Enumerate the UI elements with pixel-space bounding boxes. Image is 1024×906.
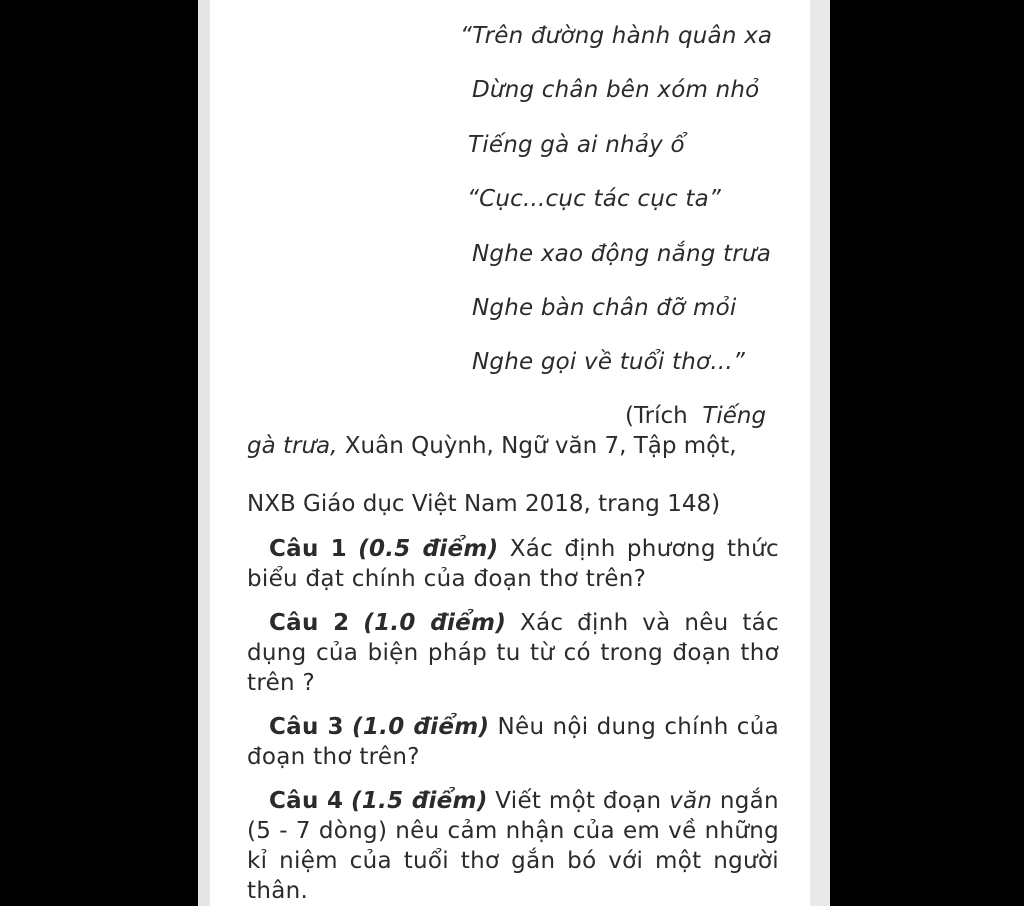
question-label: Câu 1: [269, 536, 347, 562]
question-points: (0.5 điểm): [358, 536, 499, 562]
poem-line: Nghe gọi về tuổi thơ...”: [472, 349, 745, 375]
poem-line: Nghe xao động nắng trưa: [472, 241, 771, 267]
source-publisher: NXB Giáo dục Việt Nam 2018, trang 148): [247, 491, 721, 517]
question-label: Câu 2: [269, 610, 350, 636]
source-title-cont: gà trưa,: [247, 433, 338, 459]
poem-line: “Cục...cục tác cục ta”: [467, 186, 721, 212]
question-points: (1.0 điểm): [352, 714, 490, 740]
poem-line: Nghe bàn chân đỡ mỏi: [472, 295, 737, 321]
source-details: Xuân Quỳnh, Ngữ văn 7, Tập một,: [344, 433, 737, 459]
poem-line: “Trên đường hành quân xa: [460, 23, 773, 49]
question-text: Nêu nội dung chính của đoạn thơ trên?: [247, 714, 779, 770]
source-citation-open: [625, 402, 766, 430]
poem-line: Tiếng gà ai nhảy ổ: [468, 132, 685, 158]
left-page-edge: [198, 0, 210, 906]
question-label: Câu 4: [269, 788, 344, 814]
question-3: [247, 712, 779, 772]
source-title: Tiếng: [702, 403, 767, 429]
question-1: [247, 534, 779, 594]
question-points: (1.0 điểm): [363, 610, 507, 636]
right-page-edge: [810, 0, 830, 906]
question-text-cont: ngắn (5 - 7 dòng) nêu cảm nhận của em về những kỉ niệm của tuổi thơ gắn bó với một người thân.: [247, 788, 779, 904]
source-citation-line: [247, 432, 737, 460]
document-page: [210, 0, 810, 906]
source-open: (Trích: [625, 403, 688, 429]
question-text: Viết một đoạn: [495, 788, 662, 814]
question-points: (1.5 điểm): [350, 788, 488, 814]
question-text: Xác định phương thức biểu đạt chính của đoạn thơ trên?: [247, 536, 779, 592]
poem-line: Dừng chân bên xóm nhỏ: [472, 77, 760, 103]
question-4: [247, 786, 779, 906]
question-text-italic: văn: [669, 788, 713, 814]
question-2: [247, 608, 779, 698]
question-label: Câu 3: [269, 714, 344, 740]
question-text: Xác định và nêu tác dụng của biện pháp tu từ có trong đoạn thơ trên ?: [247, 610, 779, 696]
